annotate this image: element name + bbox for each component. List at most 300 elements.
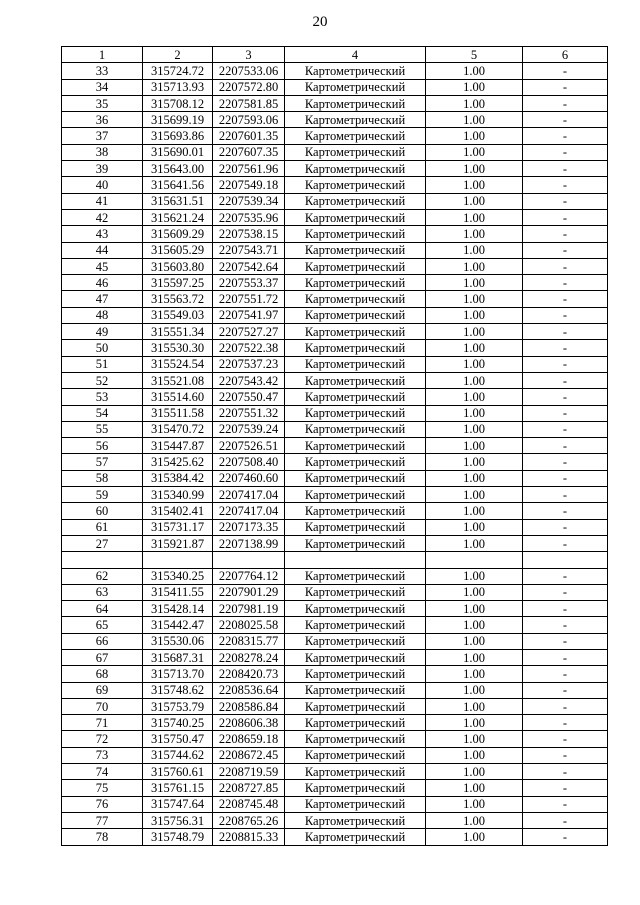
x-coordinate-cell: 315760.61 [143,764,213,780]
y-coordinate-cell [213,552,285,568]
point-number-cell: 44 [62,242,143,258]
method-cell: Картометрический [285,405,426,421]
y-coordinate-cell: 2208278.24 [213,649,285,665]
accuracy-cell: 1.00 [426,340,523,356]
table-body [62,47,608,846]
y-coordinate-cell: 2208420.73 [213,666,285,682]
y-coordinate-cell: 2207581.85 [213,95,285,111]
note-cell: - [523,405,608,421]
point-number-cell: 75 [62,780,143,796]
method-cell: Картометрический [285,324,426,340]
y-coordinate-cell: 2207533.06 [213,63,285,79]
point-number-cell: 52 [62,372,143,388]
note-cell: - [523,666,608,682]
x-coordinate-cell: 315551.34 [143,324,213,340]
note-cell: - [523,649,608,665]
y-coordinate-cell: 2207543.71 [213,242,285,258]
x-coordinate-cell: 315609.29 [143,226,213,242]
method-cell [285,552,426,568]
note-cell: - [523,193,608,209]
accuracy-cell: 1.00 [426,438,523,454]
table-row [62,535,608,551]
point-number-cell: 61 [62,519,143,535]
x-coordinate-cell: 315687.31 [143,649,213,665]
point-number-cell: 66 [62,633,143,649]
method-cell: Картометрический [285,747,426,763]
x-coordinate-cell: 315521.08 [143,372,213,388]
accuracy-cell: 1.00 [426,177,523,193]
table-row [62,764,608,780]
table-row [62,291,608,307]
y-coordinate-cell: 2208586.84 [213,698,285,714]
point-number-cell: 62 [62,568,143,584]
point-number-cell: 53 [62,389,143,405]
point-number-cell: 36 [62,112,143,128]
method-cell: Картометрический [285,568,426,584]
accuracy-cell: 1.00 [426,747,523,763]
method-cell: Картометрический [285,209,426,225]
table-row [62,144,608,160]
y-coordinate-cell: 2207417.04 [213,487,285,503]
x-coordinate-cell: 315699.19 [143,112,213,128]
table-row [62,519,608,535]
table-row [62,324,608,340]
table-row [62,584,608,600]
note-cell: - [523,307,608,323]
point-number-cell: 67 [62,649,143,665]
x-coordinate-cell: 315428.14 [143,601,213,617]
accuracy-cell: 1.00 [426,470,523,486]
point-number-cell: 34 [62,79,143,95]
accuracy-cell: 1.00 [426,144,523,160]
x-coordinate-cell: 315470.72 [143,421,213,437]
x-coordinate-cell: 315753.79 [143,698,213,714]
table-row [62,649,608,665]
method-cell: Картометрический [285,698,426,714]
x-coordinate-cell: 315530.30 [143,340,213,356]
y-coordinate-cell: 2207539.24 [213,421,285,437]
x-coordinate-cell: 315549.03 [143,307,213,323]
point-number-cell: 54 [62,405,143,421]
point-number-cell: 60 [62,503,143,519]
method-cell: Картометрический [285,649,426,665]
method-cell: Картометрический [285,63,426,79]
note-cell: - [523,601,608,617]
note-cell: - [523,226,608,242]
method-cell: Картометрический [285,144,426,160]
method-cell: Картометрический [285,177,426,193]
y-coordinate-cell: 2208727.85 [213,780,285,796]
accuracy-cell: 1.00 [426,780,523,796]
method-cell: Картометрический [285,829,426,845]
point-number-cell: 35 [62,95,143,111]
method-cell: Картометрический [285,242,426,258]
y-coordinate-cell: 2208719.59 [213,764,285,780]
method-cell: Картометрический [285,193,426,209]
table-row [62,372,608,388]
x-coordinate-cell: 315641.56 [143,177,213,193]
point-number-cell: 38 [62,144,143,160]
table-row [62,340,608,356]
note-cell: - [523,682,608,698]
table-row [62,209,608,225]
header-cell: 3 [213,47,285,63]
point-number-cell: 71 [62,715,143,731]
accuracy-cell: 1.00 [426,601,523,617]
x-coordinate-cell: 315621.24 [143,209,213,225]
note-cell: - [523,731,608,747]
table-row [62,421,608,437]
note-cell: - [523,584,608,600]
accuracy-cell: 1.00 [426,79,523,95]
point-number-cell: 73 [62,747,143,763]
point-number-cell: 63 [62,584,143,600]
note-cell: - [523,291,608,307]
point-number-cell: 70 [62,698,143,714]
note-cell: - [523,698,608,714]
accuracy-cell: 1.00 [426,454,523,470]
page-number: 20 [312,14,328,30]
table-row [62,226,608,242]
x-coordinate-cell: 315690.01 [143,144,213,160]
method-cell: Картометрический [285,812,426,828]
method-cell: Картометрический [285,731,426,747]
note-cell: - [523,275,608,291]
x-coordinate-cell: 315744.62 [143,747,213,763]
y-coordinate-cell: 2207543.42 [213,372,285,388]
method-cell: Картометрический [285,519,426,535]
method-cell: Картометрический [285,421,426,437]
y-coordinate-cell: 2207981.19 [213,601,285,617]
table-row [62,747,608,763]
accuracy-cell: 1.00 [426,796,523,812]
table-row [62,503,608,519]
method-cell: Картометрический [285,128,426,144]
y-coordinate-cell: 2207551.72 [213,291,285,307]
table-row [62,780,608,796]
method-cell: Картометрический [285,372,426,388]
x-coordinate-cell: 315524.54 [143,356,213,372]
header-cell: 1 [62,47,143,63]
note-cell: - [523,372,608,388]
note-cell: - [523,454,608,470]
y-coordinate-cell: 2207593.06 [213,112,285,128]
x-coordinate-cell: 315761.15 [143,780,213,796]
y-coordinate-cell: 2207551.32 [213,405,285,421]
accuracy-cell: 1.00 [426,356,523,372]
y-coordinate-cell: 2208606.38 [213,715,285,731]
y-coordinate-cell: 2208025.58 [213,617,285,633]
method-cell: Картометрический [285,258,426,274]
note-cell: - [523,258,608,274]
x-coordinate-cell: 315530.06 [143,633,213,649]
point-number-cell: 68 [62,666,143,682]
table-row [62,258,608,274]
x-coordinate-cell: 315713.93 [143,79,213,95]
accuracy-cell: 1.00 [426,193,523,209]
accuracy-cell: 1.00 [426,812,523,828]
y-coordinate-cell: 2207553.37 [213,275,285,291]
point-number-cell: 69 [62,682,143,698]
y-coordinate-cell: 2207173.35 [213,519,285,535]
note-cell: - [523,340,608,356]
method-cell: Картометрический [285,112,426,128]
point-number-cell: 41 [62,193,143,209]
method-cell: Картометрический [285,438,426,454]
point-number-cell: 56 [62,438,143,454]
x-coordinate-cell: 315708.12 [143,95,213,111]
y-coordinate-cell: 2208815.33 [213,829,285,845]
x-coordinate-cell: 315631.51 [143,193,213,209]
table-row [62,633,608,649]
note-cell: - [523,242,608,258]
x-coordinate-cell: 315597.25 [143,275,213,291]
note-cell: - [523,112,608,128]
point-number-cell: 59 [62,487,143,503]
y-coordinate-cell: 2207526.51 [213,438,285,454]
method-cell: Картометрический [285,356,426,372]
method-cell: Картометрический [285,796,426,812]
accuracy-cell: 1.00 [426,584,523,600]
header-cell: 4 [285,47,426,63]
x-coordinate-cell: 315724.72 [143,63,213,79]
y-coordinate-cell: 2207460.60 [213,470,285,486]
x-coordinate-cell: 315643.00 [143,161,213,177]
x-coordinate-cell: 315748.79 [143,829,213,845]
point-number-cell: 37 [62,128,143,144]
accuracy-cell: 1.00 [426,698,523,714]
note-cell: - [523,715,608,731]
note-cell: - [523,324,608,340]
x-coordinate-cell: 315511.58 [143,405,213,421]
x-coordinate-cell: 315713.70 [143,666,213,682]
accuracy-cell: 1.00 [426,682,523,698]
point-number-cell: 65 [62,617,143,633]
point-number-cell: 46 [62,275,143,291]
x-coordinate-cell: 315384.42 [143,470,213,486]
table-row [62,95,608,111]
table-row [62,715,608,731]
table-row [62,79,608,95]
method-cell: Картометрический [285,601,426,617]
y-coordinate-cell: 2207764.12 [213,568,285,584]
accuracy-cell: 1.00 [426,226,523,242]
accuracy-cell: 1.00 [426,568,523,584]
y-coordinate-cell: 2207572.80 [213,79,285,95]
x-coordinate-cell: 315402.41 [143,503,213,519]
accuracy-cell: 1.00 [426,324,523,340]
x-coordinate-cell: 315693.86 [143,128,213,144]
y-coordinate-cell: 2207535.96 [213,209,285,225]
note-cell: - [523,95,608,111]
table-row [62,829,608,845]
note-cell: - [523,128,608,144]
note-cell: - [523,829,608,845]
method-cell: Картометрический [285,503,426,519]
table-row [62,307,608,323]
method-cell: Картометрический [285,487,426,503]
point-number-cell: 43 [62,226,143,242]
point-number-cell: 40 [62,177,143,193]
accuracy-cell: 1.00 [426,291,523,307]
method-cell: Картометрический [285,633,426,649]
y-coordinate-cell: 2208659.18 [213,731,285,747]
method-cell: Картометрический [285,470,426,486]
note-cell: - [523,356,608,372]
accuracy-cell: 1.00 [426,666,523,682]
note-cell: - [523,617,608,633]
point-number-cell: 42 [62,209,143,225]
x-coordinate-cell: 315425.62 [143,454,213,470]
method-cell: Картометрический [285,682,426,698]
table-header-row [62,47,608,63]
accuracy-cell: 1.00 [426,764,523,780]
method-cell: Картометрический [285,584,426,600]
table-row [62,193,608,209]
note-cell [523,552,608,568]
method-cell: Картометрический [285,389,426,405]
point-number-cell: 48 [62,307,143,323]
point-number-cell: 51 [62,356,143,372]
y-coordinate-cell: 2208536.64 [213,682,285,698]
table-row [62,161,608,177]
point-number-cell: 74 [62,764,143,780]
note-cell: - [523,63,608,79]
accuracy-cell: 1.00 [426,405,523,421]
point-number-cell: 76 [62,796,143,812]
table-row [62,698,608,714]
accuracy-cell: 1.00 [426,372,523,388]
note-cell: - [523,780,608,796]
x-coordinate-cell: 315563.72 [143,291,213,307]
table-row [62,177,608,193]
note-cell: - [523,438,608,454]
note-cell: - [523,812,608,828]
method-cell: Картометрический [285,715,426,731]
table-row [62,454,608,470]
table-row [62,128,608,144]
y-coordinate-cell: 2207417.04 [213,503,285,519]
accuracy-cell: 1.00 [426,519,523,535]
note-cell: - [523,144,608,160]
method-cell: Картометрический [285,79,426,95]
note-cell: - [523,796,608,812]
method-cell: Картометрический [285,307,426,323]
y-coordinate-cell: 2207601.35 [213,128,285,144]
table-row [62,389,608,405]
y-coordinate-cell: 2207527.27 [213,324,285,340]
accuracy-cell: 1.00 [426,503,523,519]
table-row [62,470,608,486]
y-coordinate-cell: 2207901.29 [213,584,285,600]
table-row [62,63,608,79]
note-cell: - [523,633,608,649]
table-row [62,796,608,812]
accuracy-cell: 1.00 [426,829,523,845]
note-cell: - [523,747,608,763]
y-coordinate-cell: 2207541.97 [213,307,285,323]
note-cell: - [523,209,608,225]
accuracy-cell: 1.00 [426,258,523,274]
accuracy-cell: 1.00 [426,275,523,291]
table-row [62,568,608,584]
note-cell: - [523,79,608,95]
table-row [62,112,608,128]
y-coordinate-cell: 2207561.96 [213,161,285,177]
note-cell: - [523,568,608,584]
table-row [62,731,608,747]
point-number-cell: 50 [62,340,143,356]
accuracy-cell: 1.00 [426,63,523,79]
x-coordinate-cell: 315740.25 [143,715,213,731]
accuracy-cell: 1.00 [426,617,523,633]
x-coordinate-cell: 315340.99 [143,487,213,503]
accuracy-cell: 1.00 [426,633,523,649]
x-coordinate-cell: 315747.64 [143,796,213,812]
point-number-cell: 45 [62,258,143,274]
point-number-cell: 39 [62,161,143,177]
method-cell: Картометрический [285,454,426,470]
point-number-cell: 55 [62,421,143,437]
method-cell: Картометрический [285,780,426,796]
header-cell: 2 [143,47,213,63]
x-coordinate-cell [143,552,213,568]
table-row [62,356,608,372]
x-coordinate-cell: 315750.47 [143,731,213,747]
method-cell: Картометрический [285,161,426,177]
y-coordinate-cell: 2207538.15 [213,226,285,242]
accuracy-cell: 1.00 [426,421,523,437]
x-coordinate-cell: 315340.25 [143,568,213,584]
method-cell: Картометрический [285,666,426,682]
y-coordinate-cell: 2208765.26 [213,812,285,828]
accuracy-cell: 1.00 [426,112,523,128]
table-row [62,552,608,568]
note-cell: - [523,764,608,780]
accuracy-cell: 1.00 [426,535,523,551]
accuracy-cell: 1.00 [426,487,523,503]
accuracy-cell: 1.00 [426,731,523,747]
method-cell: Картометрический [285,340,426,356]
accuracy-cell: 1.00 [426,649,523,665]
method-cell: Картометрический [285,95,426,111]
table-row [62,275,608,291]
y-coordinate-cell: 2207508.40 [213,454,285,470]
header-cell: 5 [426,47,523,63]
y-coordinate-cell: 2207607.35 [213,144,285,160]
table-row [62,405,608,421]
accuracy-cell: 1.00 [426,128,523,144]
x-coordinate-cell: 315756.31 [143,812,213,828]
note-cell: - [523,535,608,551]
note-cell: - [523,487,608,503]
point-number-cell: 47 [62,291,143,307]
x-coordinate-cell: 315605.29 [143,242,213,258]
table-row [62,487,608,503]
coordinates-table [61,46,608,846]
y-coordinate-cell: 2207549.18 [213,177,285,193]
y-coordinate-cell: 2207542.64 [213,258,285,274]
y-coordinate-cell: 2208672.45 [213,747,285,763]
point-number-cell: 49 [62,324,143,340]
method-cell: Картометрический [285,291,426,307]
x-coordinate-cell: 315731.17 [143,519,213,535]
table-row [62,666,608,682]
point-number-cell: 77 [62,812,143,828]
x-coordinate-cell: 315514.60 [143,389,213,405]
y-coordinate-cell: 2207138.99 [213,535,285,551]
table-row [62,438,608,454]
